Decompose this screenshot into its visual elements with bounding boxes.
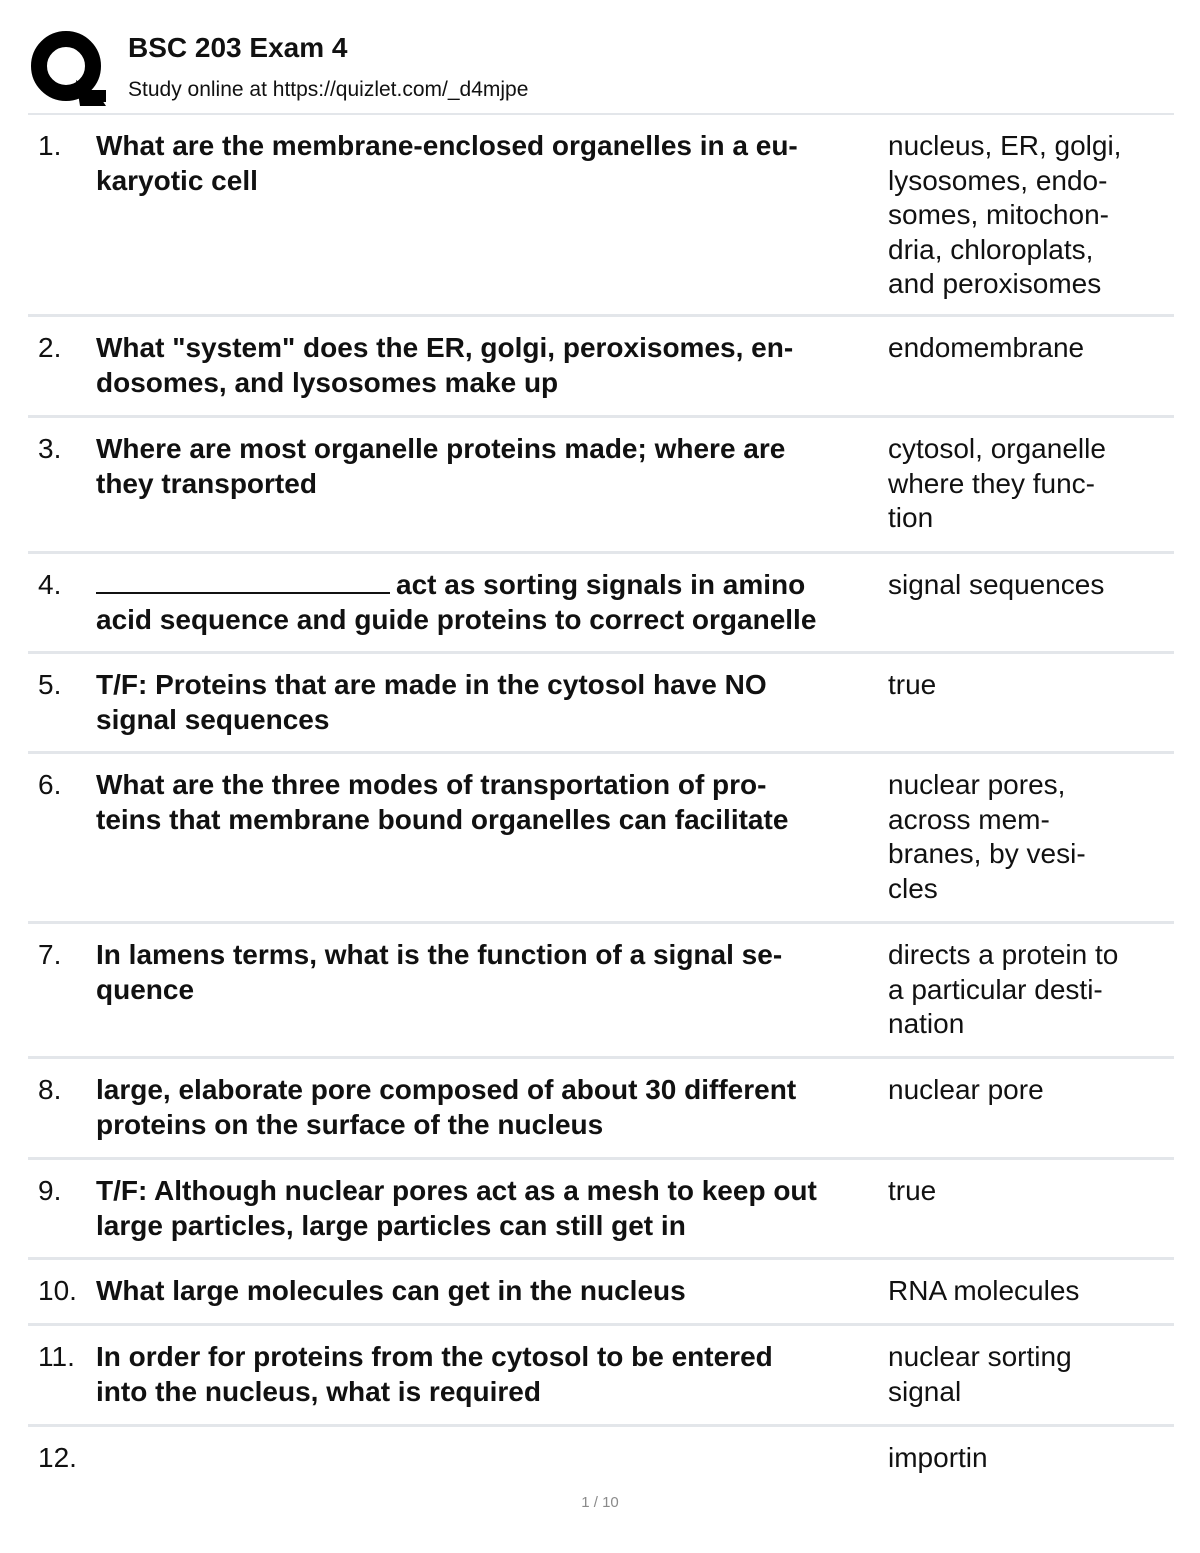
card-term bbox=[96, 568, 888, 651]
definition-line: nuclear pores, bbox=[888, 769, 1066, 800]
term-line: proteins on the surface of the nucleus bbox=[96, 1108, 604, 1140]
card-term bbox=[96, 1441, 888, 1487]
term-line: Where are most organelle proteins made; where are bbox=[96, 433, 786, 464]
card-term bbox=[96, 1340, 888, 1424]
card-definition bbox=[888, 668, 1174, 751]
definition-line: nucleus, ER, golgi, bbox=[888, 130, 1122, 161]
definition-line: RNA molecules bbox=[888, 1275, 1080, 1306]
card-term bbox=[96, 1073, 888, 1157]
page-number: 1 / 10 bbox=[581, 1494, 619, 1511]
definition-line: tion bbox=[888, 502, 934, 533]
term-line bbox=[96, 568, 888, 603]
card-definition bbox=[888, 1174, 1174, 1257]
card-number: 7. bbox=[38, 939, 62, 970]
term-line: dosomes, and lysosomes make up bbox=[96, 366, 559, 398]
term-line: T/F: Proteins that are made in the cytosol have NO bbox=[96, 669, 767, 700]
definition-line: signal bbox=[888, 1375, 962, 1407]
term-line: acid sequence and guide proteins to correct organelle bbox=[96, 603, 817, 635]
card-definition bbox=[888, 1441, 1174, 1487]
term-line: What are the membrane-enclosed organelles in a eu- bbox=[96, 130, 798, 161]
card-number: 10. bbox=[38, 1275, 77, 1306]
card-definition bbox=[888, 938, 1174, 1056]
card-definition bbox=[888, 331, 1174, 415]
flashcard-row bbox=[28, 924, 1174, 1059]
card-term bbox=[96, 331, 888, 415]
definition-line: lysosomes, endo- bbox=[888, 164, 1108, 196]
card-number: 3. bbox=[38, 433, 62, 464]
term-line: teins that membrane bound organelles can facilitate bbox=[96, 803, 789, 835]
definition-line: across mem- bbox=[888, 803, 1050, 835]
card-number: 6. bbox=[38, 769, 62, 800]
definition-line: nation bbox=[888, 1008, 965, 1039]
definition-line: cytosol, organelle bbox=[888, 433, 1106, 464]
card-definition bbox=[888, 1073, 1174, 1157]
term-line: into the nucleus, what is required bbox=[96, 1375, 541, 1407]
card-term bbox=[96, 1174, 888, 1257]
term-line: In lamens terms, what is the function of a signal se- bbox=[96, 939, 783, 970]
card-definition bbox=[888, 432, 1174, 551]
flashcard-row bbox=[28, 317, 1174, 418]
card-definition bbox=[888, 129, 1174, 314]
card-number: 9. bbox=[38, 1175, 62, 1206]
definition-line: endomembrane bbox=[888, 332, 1085, 363]
definition-line: true bbox=[888, 1175, 937, 1206]
term-line: T/F: Although nuclear pores act as a mesh to keep out bbox=[96, 1175, 817, 1206]
definition-line: true bbox=[888, 669, 937, 700]
definition-line: cles bbox=[888, 872, 938, 904]
flashcard-row bbox=[28, 754, 1174, 924]
card-number: 12. bbox=[38, 1442, 77, 1473]
flashcard-row bbox=[28, 1160, 1174, 1260]
card-term bbox=[96, 938, 888, 1056]
flashcard-row bbox=[28, 418, 1174, 554]
card-number: 8. bbox=[38, 1074, 62, 1105]
study-link[interactable]: Study online at https://quizlet.com/_d4mjpe bbox=[128, 78, 529, 101]
definition-line: signal sequences bbox=[888, 569, 1105, 600]
term-line: quence bbox=[96, 973, 195, 1005]
definition-line: importin bbox=[888, 1442, 988, 1473]
term-line-text: act as sorting signals in amino bbox=[396, 569, 806, 600]
card-definition bbox=[888, 1340, 1174, 1424]
card-number: 2. bbox=[38, 332, 62, 363]
term-line: large particles, large particles can still get in bbox=[96, 1209, 686, 1241]
definition-line: nuclear sorting bbox=[888, 1341, 1072, 1372]
flashcard-row bbox=[28, 115, 1174, 317]
definition-line: dria, chloroplats, bbox=[888, 233, 1094, 265]
card-number: 1. bbox=[38, 130, 62, 161]
definition-line: and peroxisomes bbox=[888, 268, 1102, 299]
definition-line: directs a protein to bbox=[888, 939, 1119, 970]
card-term bbox=[96, 129, 888, 314]
definition-line: somes, mitochon- bbox=[888, 199, 1109, 230]
term-line: large, elaborate pore composed of about 30 different bbox=[96, 1074, 797, 1105]
page-title: BSC 203 Exam 4 bbox=[128, 32, 348, 63]
definition-line: nuclear pore bbox=[888, 1074, 1044, 1105]
flashcard-row bbox=[28, 554, 1174, 654]
flashcard-list bbox=[28, 115, 1174, 1487]
flashcard-row bbox=[28, 1326, 1174, 1427]
term-line: karyotic cell bbox=[96, 164, 258, 196]
card-number: 5. bbox=[38, 669, 62, 700]
quizlet-logo-icon bbox=[30, 30, 106, 106]
definition-line: a particular desti- bbox=[888, 973, 1103, 1005]
card-definition bbox=[888, 568, 1174, 651]
card-definition bbox=[888, 768, 1174, 921]
term-line: In order for proteins from the cytosol to be entered bbox=[96, 1341, 773, 1372]
page-header bbox=[28, 26, 1174, 110]
fill-in-blank bbox=[96, 568, 390, 594]
definition-line: branes, by vesi- bbox=[888, 838, 1086, 869]
term-line: What are the three modes of transportation of pro- bbox=[96, 769, 767, 800]
term-line: they transported bbox=[96, 467, 317, 499]
flashcard-row bbox=[28, 1427, 1174, 1487]
card-term bbox=[96, 668, 888, 751]
term-line: What large molecules can get in the nucleus bbox=[96, 1275, 686, 1306]
card-definition bbox=[888, 1274, 1174, 1323]
term-line: signal sequences bbox=[96, 703, 330, 735]
definition-line: where they func- bbox=[888, 467, 1095, 499]
card-number: 4. bbox=[38, 569, 62, 600]
flashcard-row bbox=[28, 1059, 1174, 1160]
card-term bbox=[96, 768, 888, 921]
card-term bbox=[96, 1274, 888, 1323]
card-term bbox=[96, 432, 888, 551]
term-line: What "system" does the ER, golgi, peroxisomes, en- bbox=[96, 332, 794, 363]
flashcard-row bbox=[28, 654, 1174, 754]
card-number: 11. bbox=[38, 1341, 75, 1372]
flashcard-row bbox=[28, 1260, 1174, 1326]
